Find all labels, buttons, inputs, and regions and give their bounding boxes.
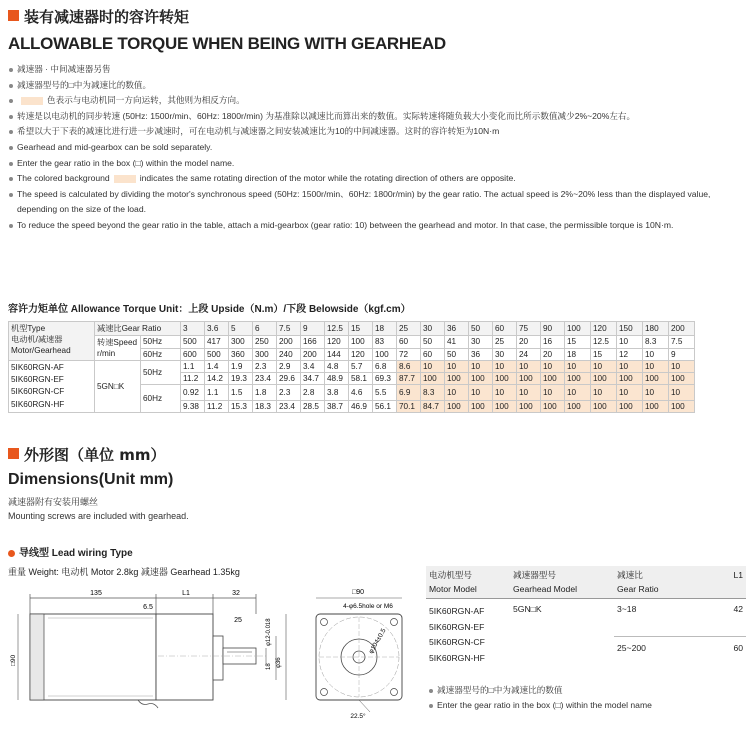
dim-90-side: □90 [351,589,365,596]
mount-hole [321,619,328,626]
note-item: 希望以大于下表的减速比进行进一步减速时，可在电动机与减速器之间安装减速比为10的中间减速器。这时的容许转矩为10N·m [8,124,744,140]
dim-25: 25 [234,617,242,624]
bullet-icon [8,550,15,557]
torque-caption: 容许力矩单位 Allowance Torque Unit：上段 Upside（N.m）/下段 Belowside（kgf.cm） [8,304,411,315]
speed-cell: 8.3 [643,336,669,349]
torque-cell: 18.3 [253,400,277,412]
speed-cell: 30 [493,348,517,361]
torque-cell: 6.8 [373,361,397,373]
dim-18: 18 [266,663,272,670]
l1-cell: 60 [733,643,743,653]
motor-end-cap [30,614,44,700]
torque-cell: 100 [643,400,669,412]
gear-ratio-cell: 100 [565,322,591,336]
gear-ratio-cell: 120 [591,322,617,336]
speed-cell: 100 [349,336,373,349]
speed-cell: 12 [617,348,643,361]
note-item: The colored background indicates the same rotating direction of the motor while the rotating direction of others are opposite. [8,171,744,187]
torque-cell: 10 [469,385,493,401]
torque-cell: 23.4 [253,373,277,385]
speed-cell: 16 [541,336,565,349]
torque-cell: 10 [643,385,669,401]
speed-cell: 30 [469,336,493,349]
torque-cell: 10 [565,385,591,401]
dim-l1: L1 [182,590,190,597]
section-title-en: ALLOWABLE TORQUE WHEN BEING WITH GEARHEAD [8,34,446,53]
speed-cell: 500 [205,348,229,361]
speed-cell: 25 [493,336,517,349]
note-item: 减速器型号的□中为减速比的数值。 [8,78,744,94]
gear-ratio-cell: 15 [349,322,373,336]
speed-cell: 15 [565,336,591,349]
l1-cell: 42 [722,599,746,637]
gear-ratio-cell: 6 [253,322,277,336]
dim-6-5: 6.5 [143,604,153,611]
model-table-notes [428,683,652,713]
torque-cell: 4.8 [325,361,349,373]
mount-hole [391,689,398,696]
torque-cell: 10 [493,361,517,373]
torque-cell: 100 [669,373,695,385]
torque-cell: 100 [617,373,643,385]
speed-cell: 72 [397,348,421,361]
speed-cell: 15 [591,348,617,361]
torque-cell: 5.7 [349,361,373,373]
speed-cell: 500 [181,336,205,349]
gearhead-boss [213,636,223,680]
header-gearhead-model: 减速器型号 Gearhead Model [510,566,614,599]
dimensions-title-cn: 外形图（单位 mm） [8,444,165,465]
speed-cell: 60 [421,348,445,361]
gearhead-model-cell: 5GN□K [513,604,542,614]
gearhead-body [156,614,213,700]
torque-cell: 0.92 [181,385,205,401]
torque-cell: 10 [541,385,565,401]
speed-cell: 144 [325,348,349,361]
torque-cell: 87.7 [397,373,421,385]
torque-cell: 10 [643,361,669,373]
hz50-label: 50Hz [141,336,181,349]
torque-cell: 4.6 [349,385,373,401]
torque-cell: 100 [541,373,565,385]
speed-cell: 36 [469,348,493,361]
torque-cell: 100 [541,400,565,412]
hz60-label: 60Hz [141,385,181,413]
note-item: 色表示与电动机同一方向运转，其他则为相反方向。 [8,93,744,109]
mount-hole [321,689,328,696]
gear-ratio-cell: 3~18 [614,599,722,637]
torque-cell: 1.1 [205,385,229,401]
color-swatch [114,175,136,183]
speed-cell: 9 [669,348,695,361]
notes-list [8,62,744,234]
torque-cell: 56.1 [373,400,397,412]
torque-cell: 100 [517,400,541,412]
gear-ratio-cell: 3 [181,322,205,336]
torque-cell: 10 [591,385,617,401]
gear-ratio-cell: 18 [373,322,397,336]
torque-cell: 10 [517,361,541,373]
speed-cell: 50 [445,348,469,361]
note-item: Enter the gear ratio in the box (□) within the model name. [8,156,744,172]
section-title-cn: 装有减速器时的容许转矩 [8,6,189,27]
torque-cell: 70.1 [397,400,421,412]
torque-cell: 10 [541,361,565,373]
torque-cell: 3.4 [301,361,325,373]
speed-cell: 24 [517,348,541,361]
torque-cell: 6.9 [397,385,421,401]
note-item: The speed is calculated by dividing the motor's synchronous speed (50Hz: 1500r/min、60Hz: 1800r/min) by the gear ratio. The actual speed is 2%~20% less than the displayed value, depending on the size of the load. [8,187,744,218]
weight-text: 重量 Weight: 电动机 Motor 2.8kg 减速器 Gearhead 1.35kg [8,567,240,577]
torque-table [8,321,695,413]
torque-cell: 9.38 [181,400,205,412]
speed-cell: 200 [301,348,325,361]
torque-cell: 29.6 [277,373,301,385]
torque-cell: 1.1 [181,361,205,373]
section-marker-icon [8,10,19,21]
torque-cell: 100 [565,373,591,385]
speed-cell: 12.5 [591,336,617,349]
torque-cell: 10 [617,385,643,401]
torque-cell: 10 [565,361,591,373]
speed-cell: 20 [541,348,565,361]
gear-ratio-cell: 50 [469,322,493,336]
speed-cell: 417 [205,336,229,349]
torque-cell: 2.3 [253,361,277,373]
speed-cell: 240 [277,348,301,361]
gearhead-model: 5GN□K [95,361,141,413]
torque-cell: 10 [493,385,517,401]
color-swatch [21,97,43,105]
torque-cell: 34.7 [301,373,325,385]
gear-ratio-cell: 200 [669,322,695,336]
gear-ratio-cell: 60 [493,322,517,336]
torque-cell: 38.7 [325,400,349,412]
hz50-label: 50Hz [141,361,181,385]
gear-ratio-cell: 25~200 [617,643,646,653]
torque-cell: 1.5 [229,385,253,401]
speed-cell: 100 [373,348,397,361]
model-header: 机型Type 电动机/减速器 Motor/Gearhead [9,322,95,361]
hz60-label: 60Hz [141,348,181,361]
torque-cell: 100 [493,400,517,412]
torque-cell: 100 [517,373,541,385]
note-item: Gearhead and mid-gearbox can be sold separately. [8,140,744,156]
torque-cell: 10 [445,361,469,373]
speed-label: 转速Speed r/min [95,336,141,361]
torque-cell: 10 [469,361,493,373]
lead-wiring-title: 导线型 Lead wiring Type [8,544,133,559]
torque-cell: 14.2 [205,373,229,385]
speed-cell: 120 [349,348,373,361]
gear-ratio-cell: 12.5 [325,322,349,336]
dim-shaft: φ12-0.018 [266,618,272,646]
speed-cell: 83 [373,336,397,349]
torque-cell: 10 [669,385,695,401]
speed-cell: 600 [181,348,205,361]
torque-cell: 100 [469,400,493,412]
speed-cell: 300 [253,348,277,361]
note-item: 转速是以电动机的同步转速 (50Hz: 1500r/min、60Hz: 1800r/min) 为基准除以减速比而算出来的数值。实际转速将随负载大小变化而比所示数值减少2%~20%左右。 [8,109,744,125]
torque-cell: 10 [517,385,541,401]
speed-cell: 41 [445,336,469,349]
torque-cell: 2.3 [277,385,301,401]
torque-cell: 2.8 [301,385,325,401]
torque-cell: 100 [617,400,643,412]
side-view-drawing [8,584,300,709]
torque-cell: 100 [669,400,695,412]
note-item: Enter the gear ratio in the box (□) within the model name [428,698,652,713]
motor-model-list: 5IK60RGN-AF 5IK60RGN-EF 5IK60RGN-CF 5IK60RGN-HF [429,606,485,663]
section-marker-icon [8,448,19,459]
torque-cell: 100 [469,373,493,385]
torque-cell: 100 [565,400,591,412]
dim-90: □90 [10,654,17,666]
motor-model-table [426,566,746,675]
header-motor-model: 电动机型号 Motor Model [426,566,510,599]
speed-cell: 166 [301,336,325,349]
torque-cell: 19.3 [229,373,253,385]
torque-cell: 1.8 [253,385,277,401]
torque-cell: 84.7 [421,400,445,412]
motor-body [30,614,156,700]
torque-cell: 48.9 [325,373,349,385]
model-list: 5IK60RGN-AF 5IK60RGN-EF 5IK60RGN-CF 5IK60RGN-HF [9,361,95,413]
gear-ratio-cell: 180 [643,322,669,336]
dim-32: 32 [232,590,240,597]
torque-cell: 10 [617,361,643,373]
torque-cell: 100 [591,400,617,412]
speed-cell: 10 [643,348,669,361]
torque-cell: 69.3 [373,373,397,385]
torque-cell: 8.3 [421,385,445,401]
torque-cell: 8.6 [397,361,421,373]
gear-ratio-cell: 75 [517,322,541,336]
torque-cell: 100 [591,373,617,385]
torque-cell: 3.8 [325,385,349,401]
torque-cell: 100 [445,373,469,385]
lead-wire [138,700,158,708]
mount-hole [391,619,398,626]
speed-cell: 200 [277,336,301,349]
torque-cell: 11.2 [181,373,205,385]
dimensions-title-en: Dimensions(Unit mm) [8,471,174,488]
torque-cell: 100 [493,373,517,385]
torque-cell: 10 [421,361,445,373]
speed-cell: 10 [617,336,643,349]
torque-cell: 11.2 [205,400,229,412]
speed-cell: 50 [421,336,445,349]
speed-cell: 300 [229,336,253,349]
ratio-label: 减速比Gear Ratio [95,322,181,336]
gear-ratio-cell: 3.6 [205,322,229,336]
note-item: 减速器 · 中间减速器另售 [8,62,744,78]
torque-cell: 1.4 [205,361,229,373]
pcd-label: φ104±0.5 [367,627,388,655]
torque-cell: 100 [445,400,469,412]
torque-cell: 28.5 [301,400,325,412]
gear-ratio-cell: 5 [229,322,253,336]
speed-cell: 20 [517,336,541,349]
gear-ratio-cell: 90 [541,322,565,336]
torque-cell: 100 [643,373,669,385]
torque-cell: 10 [669,361,695,373]
torque-cell: 58.1 [349,373,373,385]
speed-cell: 7.5 [669,336,695,349]
front-view-drawing [302,584,422,730]
torque-cell: 23.4 [277,400,301,412]
gear-ratio-cell: 30 [421,322,445,336]
note-item: 减速器型号的□中为减速比的数值 [428,683,652,698]
header-l1: L1 [722,566,746,599]
speed-cell: 60 [397,336,421,349]
speed-cell: 120 [325,336,349,349]
gear-ratio-cell: 150 [617,322,643,336]
torque-cell: 100 [421,373,445,385]
angle-label: 22.5° [350,713,366,720]
torque-cell: 10 [445,385,469,401]
torque-cell: 46.9 [349,400,373,412]
torque-cell: 5.5 [373,385,397,401]
torque-cell: 1.9 [229,361,253,373]
dim-36: φ36 [276,657,282,668]
speed-cell: 18 [565,348,591,361]
torque-cell: 10 [591,361,617,373]
gear-ratio-cell: 7.5 [277,322,301,336]
hole-label: 4-φ6.5hole or M6 [343,603,393,610]
mounting-note: 减速器附有安装用螺丝 Mounting screws are included with gearhead. [8,497,189,521]
header-gear-ratio: 减速比 Gear Ratio [614,566,722,599]
dim-135: 135 [90,590,102,597]
torque-cell: 2.9 [277,361,301,373]
gear-ratio-cell: 9 [301,322,325,336]
speed-cell: 250 [253,336,277,349]
torque-cell: 15.3 [229,400,253,412]
speed-cell: 360 [229,348,253,361]
note-item: To reduce the speed beyond the gear ratio in the table, attach a mid-gearbox (gear ratio: 10) between the gearhead and motor. In that case, the permissible torque is 10N·m. [8,218,744,234]
gear-ratio-cell: 36 [445,322,469,336]
gear-ratio-cell: 25 [397,322,421,336]
